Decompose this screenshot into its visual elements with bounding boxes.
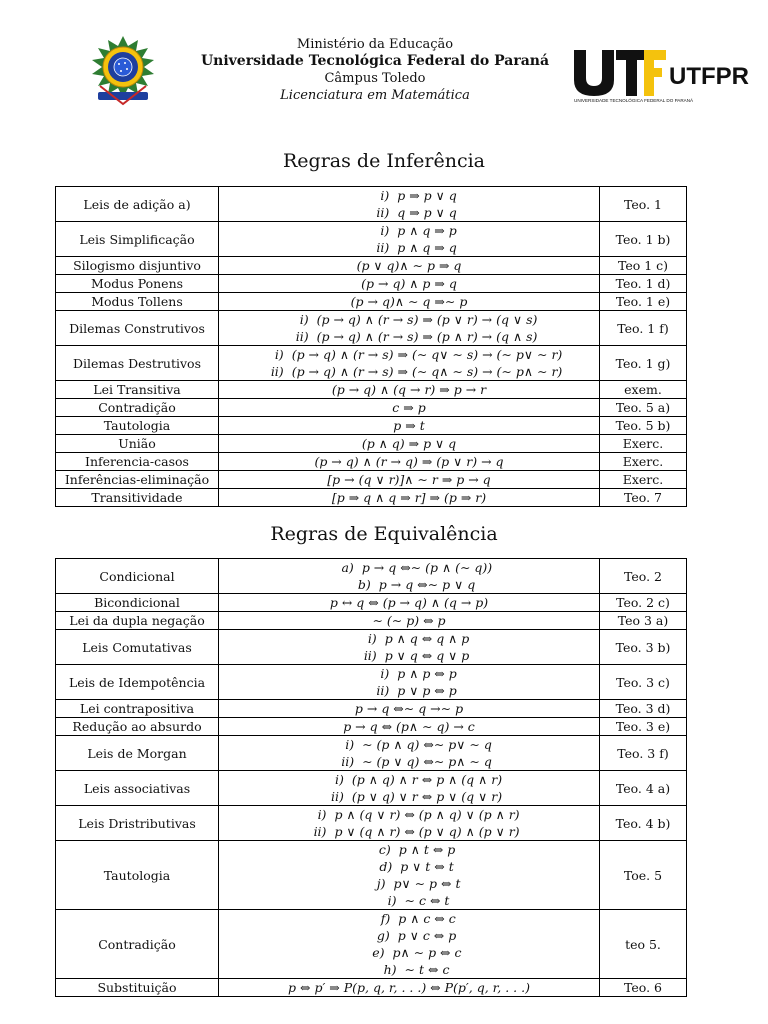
formula-text: c ⇒ p: [392, 400, 426, 415]
formula-label: ii): [363, 648, 377, 663]
formula-text: p ∨ (q ∧ r) ⇔ (p ∨ q) ∧ (p ∨ r): [334, 824, 520, 839]
formula-line: [222, 453, 596, 470]
formula-label: ii): [313, 824, 327, 839]
formula-text: p∧ ∼ p ⇔ c: [392, 945, 462, 960]
rule-row: [56, 841, 687, 910]
formula-text: p ⇔ p′ ⇒ P(p, q, r, . . .) ⇔ P(p′, q, r, . . .): [288, 980, 530, 995]
rule-formulas: [219, 841, 600, 910]
formula-line: [222, 399, 596, 416]
formula-line: [222, 665, 596, 682]
inference-title: Regras de Inferência: [283, 150, 485, 172]
formula-text: p ∨ c ⇔ p: [397, 928, 457, 943]
formula-text: (p → q) ∧ (r → q) ⇒ (p ∨ r) → q: [314, 454, 504, 469]
rule-row: [56, 471, 687, 489]
rule-reference: Teo 3 a): [600, 612, 687, 630]
formula-line: [222, 275, 596, 292]
formula-line: [222, 961, 596, 978]
rule-reference: Teo. 3 d): [600, 700, 687, 718]
campus-line: Câmpus Toledo: [324, 71, 426, 86]
rule-reference: Teo. 2: [600, 559, 687, 594]
formula-label: ii): [376, 205, 390, 220]
formula-text: p → q ⇔ (p∧ ∼ q) → c: [343, 719, 475, 734]
rule-name: Tautologia: [56, 417, 219, 435]
formula-text: p∨ ∼ p ⇔ t: [393, 876, 461, 891]
rule-reference: Teo. 3 e): [600, 718, 687, 736]
formula-line: [222, 239, 596, 256]
rule-name: Dilemas Construtivos: [56, 311, 219, 346]
rule-row: [56, 381, 687, 399]
rule-name: Silogismo disjuntivo: [56, 257, 219, 275]
formula-line: [222, 858, 596, 875]
formula-line: [222, 979, 596, 996]
rule-reference: Exerc.: [600, 453, 687, 471]
formula-line: [222, 927, 596, 944]
formula-text: p ⇒ t: [393, 418, 425, 433]
rule-name: Leis associativas: [56, 771, 219, 806]
formula-text: p ∧ q ⇒ p: [397, 223, 457, 238]
rule-name: Lei Transitiva: [56, 381, 219, 399]
rule-name: Tautologia: [56, 841, 219, 910]
formula-label: a): [341, 560, 354, 575]
formula-text: p ∨ q ⇔ q ∨ p: [384, 648, 470, 663]
rule-reference: Toe. 5: [600, 841, 687, 910]
rule-formulas: [219, 630, 600, 665]
rule-reference: Teo. 2 c): [600, 594, 687, 612]
formula-text: p ∧ (q ∨ r) ⇔ (p ∧ q) ∨ (p ∧ r): [334, 807, 520, 822]
formula-line: [222, 823, 596, 840]
rule-formulas: [219, 612, 600, 630]
rule-name: União: [56, 435, 219, 453]
formula-label: i): [317, 807, 327, 822]
rule-name: Dilemas Destrutivos: [56, 346, 219, 381]
formula-label: ii): [295, 329, 309, 344]
header-text-block: [190, 36, 560, 104]
rule-reference: Teo. 6: [600, 979, 687, 997]
formula-line: [222, 222, 596, 239]
formula-label: e): [372, 945, 385, 960]
rule-formulas: [219, 489, 600, 507]
formula-line: [222, 788, 596, 805]
formula-line: [222, 892, 596, 909]
formula-text: p ∧ q ⇒ q: [397, 240, 457, 255]
formula-label: ii): [341, 754, 355, 769]
rule-reference: Teo. 4 a): [600, 771, 687, 806]
rule-name: Leis de Morgan: [56, 736, 219, 771]
equivalence-title: Regras de Equivalência: [270, 523, 498, 545]
formula-line: [222, 647, 596, 664]
formula-text: p → q ⇔∼ p ∨ q: [378, 577, 476, 592]
svg-text:UNIVERSIDADE TECNOLÓGICA FEDER: UNIVERSIDADE TECNOLÓGICA FEDERAL DO PARANÁ: [574, 98, 694, 103]
formula-line: [222, 187, 596, 204]
rule-row: [56, 417, 687, 435]
rule-reference: Teo. 5 a): [600, 399, 687, 417]
formula-text: p ∨ p ⇔ p: [397, 683, 457, 698]
formula-text: p → q ⇔∼ (p ∧ (∼ q)): [361, 560, 493, 575]
rule-name: Modus Tollens: [56, 293, 219, 311]
formula-line: [222, 841, 596, 858]
coat-of-arms-logo: [86, 34, 160, 108]
formula-text: (p → q) ∧ (r → s) ⇒ (p ∨ r) → (q ∨ s): [316, 312, 538, 327]
formula-text: p ∧ q ⇔ q ∧ p: [384, 631, 470, 646]
rule-row: [56, 257, 687, 275]
formula-label: ii): [376, 240, 390, 255]
formula-label: i): [380, 223, 390, 238]
formula-label: b): [357, 577, 371, 592]
rule-formulas: [219, 381, 600, 399]
rule-name: Transitividade: [56, 489, 219, 507]
rule-reference: Teo. 1 g): [600, 346, 687, 381]
formula-line: [222, 311, 596, 328]
formula-text: [p ⇒ q ∧ q ⇒ r] ⇒ (p ⇒ r): [331, 490, 487, 505]
rule-reference: Teo. 1 b): [600, 222, 687, 257]
rule-name: Leis de adição a): [56, 187, 219, 222]
rule-row: [56, 806, 687, 841]
rule-formulas: [219, 222, 600, 257]
ministry-line: Ministério da Educação: [296, 37, 454, 52]
rule-row: [56, 594, 687, 612]
rule-reference: Teo. 7: [600, 489, 687, 507]
formula-line: [222, 489, 596, 506]
formula-text: p ∧ t ⇔ p: [398, 842, 456, 857]
rule-row: [56, 187, 687, 222]
rule-reference: Teo. 1 f): [600, 311, 687, 346]
formula-text: p ⇒ p ∨ q: [397, 188, 457, 203]
rule-name: Inferencia-casos: [56, 453, 219, 471]
formula-line: [222, 910, 596, 927]
page-header: [0, 30, 768, 110]
rule-row: [56, 559, 687, 594]
formula-text: [p → (q ∨ r)]∧ ∼ r ⇒ p → q: [327, 472, 491, 487]
formula-line: [222, 682, 596, 699]
formula-text: (p ∨ q)∧ ∼ p ⇒ q: [356, 258, 462, 273]
formula-line: [222, 806, 596, 823]
rule-reference: Teo 1 c): [600, 257, 687, 275]
rule-formulas: [219, 293, 600, 311]
formula-label: i): [345, 737, 355, 752]
formula-line: [222, 471, 596, 488]
course-line: Licenciatura em Matemática: [280, 88, 470, 103]
rule-formulas: [219, 311, 600, 346]
formula-text: (p ∨ q) ∨ r ⇔ p ∨ (q ∨ r): [351, 789, 503, 804]
formula-line: [222, 594, 596, 611]
formula-label: i): [367, 631, 377, 646]
rule-name: Condicional: [56, 559, 219, 594]
rule-name: Lei contrapositiva: [56, 700, 219, 718]
rule-row: [56, 910, 687, 979]
formula-label: ii): [270, 364, 284, 379]
formula-line: [222, 293, 596, 310]
rule-formulas: [219, 346, 600, 381]
formula-line: [222, 875, 596, 892]
rule-formulas: [219, 771, 600, 806]
inference-table: [55, 186, 687, 507]
formula-text: ∼ t ⇔ c: [404, 962, 450, 977]
rule-name: Leis de Idempotência: [56, 665, 219, 700]
rule-row: [56, 612, 687, 630]
rule-formulas: [219, 257, 600, 275]
formula-line: [222, 576, 596, 593]
rule-row: [56, 275, 687, 293]
formula-label: f): [380, 911, 391, 926]
rule-name: Lei da dupla negação: [56, 612, 219, 630]
rule-row: [56, 435, 687, 453]
formula-label: g): [376, 928, 390, 943]
rule-name: Contradição: [56, 910, 219, 979]
rule-row: [56, 293, 687, 311]
formula-line: [222, 257, 596, 274]
rule-row: [56, 979, 687, 997]
rule-formulas: [219, 453, 600, 471]
rule-row: [56, 630, 687, 665]
rule-name: Leis Simplificação: [56, 222, 219, 257]
formula-text: ∼ (∼ p) ⇔ p: [372, 613, 446, 628]
formula-text: (p → q) ∧ (r → s) ⇒ (p ∧ r) → (q ∧ s): [316, 329, 538, 344]
formula-line: [222, 328, 596, 345]
formula-label: h): [383, 962, 397, 977]
rule-row: [56, 453, 687, 471]
rule-row: [56, 665, 687, 700]
formula-text: ∼ (p ∨ q) ⇔∼ p∧ ∼ q: [362, 754, 492, 769]
rule-row: [56, 700, 687, 718]
rule-row: [56, 718, 687, 736]
rule-formulas: [219, 187, 600, 222]
rule-reference: teo 5.: [600, 910, 687, 979]
formula-label: d): [379, 859, 393, 874]
rule-row: [56, 736, 687, 771]
formula-line: [222, 417, 596, 434]
formula-text: p ∧ c ⇔ c: [398, 911, 456, 926]
formula-line: [222, 363, 596, 380]
formula-line: [222, 381, 596, 398]
utfpr-logo-text: UTFPR: [669, 63, 749, 90]
rule-name: Redução ao absurdo: [56, 718, 219, 736]
formula-text: (p ∧ q) ⇒ p ∨ q: [361, 436, 457, 451]
rule-formulas: [219, 435, 600, 453]
formula-label: c): [378, 842, 391, 857]
formula-text: (p → q)∧ ∼ q ⇒∼ p: [350, 294, 468, 309]
formula-label: j): [376, 876, 386, 891]
formula-line: [222, 559, 596, 576]
rule-formulas: [219, 417, 600, 435]
formula-text: p ∧ p ⇔ p: [397, 666, 457, 681]
rule-row: [56, 399, 687, 417]
formula-label: i): [387, 893, 397, 908]
rule-formulas: [219, 718, 600, 736]
rule-formulas: [219, 910, 600, 979]
formula-text: p ∨ t ⇔ t: [400, 859, 454, 874]
rule-formulas: [219, 736, 600, 771]
rule-formulas: [219, 594, 600, 612]
rule-reference: Teo. 5 b): [600, 417, 687, 435]
rule-reference: Teo. 1: [600, 187, 687, 222]
rule-name: Inferências-eliminação: [56, 471, 219, 489]
rule-reference: Teo. 1 d): [600, 275, 687, 293]
rule-formulas: [219, 399, 600, 417]
formula-line: [222, 718, 596, 735]
rule-name: Contradição: [56, 399, 219, 417]
formula-label: ii): [376, 683, 390, 698]
formula-line: [222, 753, 596, 770]
formula-line: [222, 204, 596, 221]
utfpr-logo: [572, 44, 749, 103]
rule-name: Substituição: [56, 979, 219, 997]
rule-formulas: [219, 559, 600, 594]
rule-formulas: [219, 665, 600, 700]
formula-label: i): [274, 347, 284, 362]
formula-text: (p ∧ q) ∧ r ⇔ p ∧ (q ∧ r): [351, 772, 503, 787]
rule-reference: exem.: [600, 381, 687, 399]
rule-row: [56, 311, 687, 346]
rule-reference: Exerc.: [600, 435, 687, 453]
rule-name: Bicondicional: [56, 594, 219, 612]
rule-formulas: [219, 806, 600, 841]
formula-label: i): [380, 666, 390, 681]
formula-line: [222, 612, 596, 629]
formula-line: [222, 700, 596, 717]
formula-label: i): [334, 772, 344, 787]
rule-reference: Teo. 3 b): [600, 630, 687, 665]
formula-text: (p → q) ∧ (r → s) ⇒ (∼ q∧ ∼ s) → (∼ p∧ ∼ r): [291, 364, 563, 379]
rule-reference: Teo. 3 c): [600, 665, 687, 700]
formula-text: p → q ⇔∼ q →∼ p: [354, 701, 464, 716]
formula-line: [222, 346, 596, 363]
rule-name: Modus Ponens: [56, 275, 219, 293]
rule-row: [56, 771, 687, 806]
rule-formulas: [219, 700, 600, 718]
rule-formulas: [219, 979, 600, 997]
formula-label: ii): [330, 789, 344, 804]
formula-line: [222, 435, 596, 452]
formula-line: [222, 771, 596, 788]
formula-text: p ↔ q ⇔ (p → q) ∧ (q → p): [329, 595, 489, 610]
formula-label: i): [380, 188, 390, 203]
university-line: Universidade Tecnológica Federal do Paraná: [200, 53, 550, 69]
rule-name: Leis Dristributivas: [56, 806, 219, 841]
rule-row: [56, 222, 687, 257]
formula-text: ∼ c ⇔ t: [404, 893, 450, 908]
rule-formulas: [219, 471, 600, 489]
rule-reference: Exerc.: [600, 471, 687, 489]
formula-text: ∼ (p ∧ q) ⇔∼ p∨ ∼ q: [362, 737, 492, 752]
rule-reference: Teo. 4 b): [600, 806, 687, 841]
equivalence-table: [55, 558, 687, 997]
formula-label: i): [299, 312, 309, 327]
rule-name: Leis Comutativas: [56, 630, 219, 665]
rule-reference: Teo. 1 e): [600, 293, 687, 311]
formula-line: [222, 736, 596, 753]
formula-text: q ⇒ p ∨ q: [397, 205, 457, 220]
rule-row: [56, 346, 687, 381]
rule-formulas: [219, 275, 600, 293]
formula-text: (p → q) ∧ p ⇒ q: [361, 276, 457, 291]
formula-line: [222, 630, 596, 647]
rule-row: [56, 489, 687, 507]
rule-reference: Teo. 3 f): [600, 736, 687, 771]
formula-text: (p → q) ∧ (q → r) ⇒ p → r: [331, 382, 487, 397]
formula-text: (p → q) ∧ (r → s) ⇒ (∼ q∨ ∼ s) → (∼ p∨ ∼ r): [291, 347, 563, 362]
formula-line: [222, 944, 596, 961]
